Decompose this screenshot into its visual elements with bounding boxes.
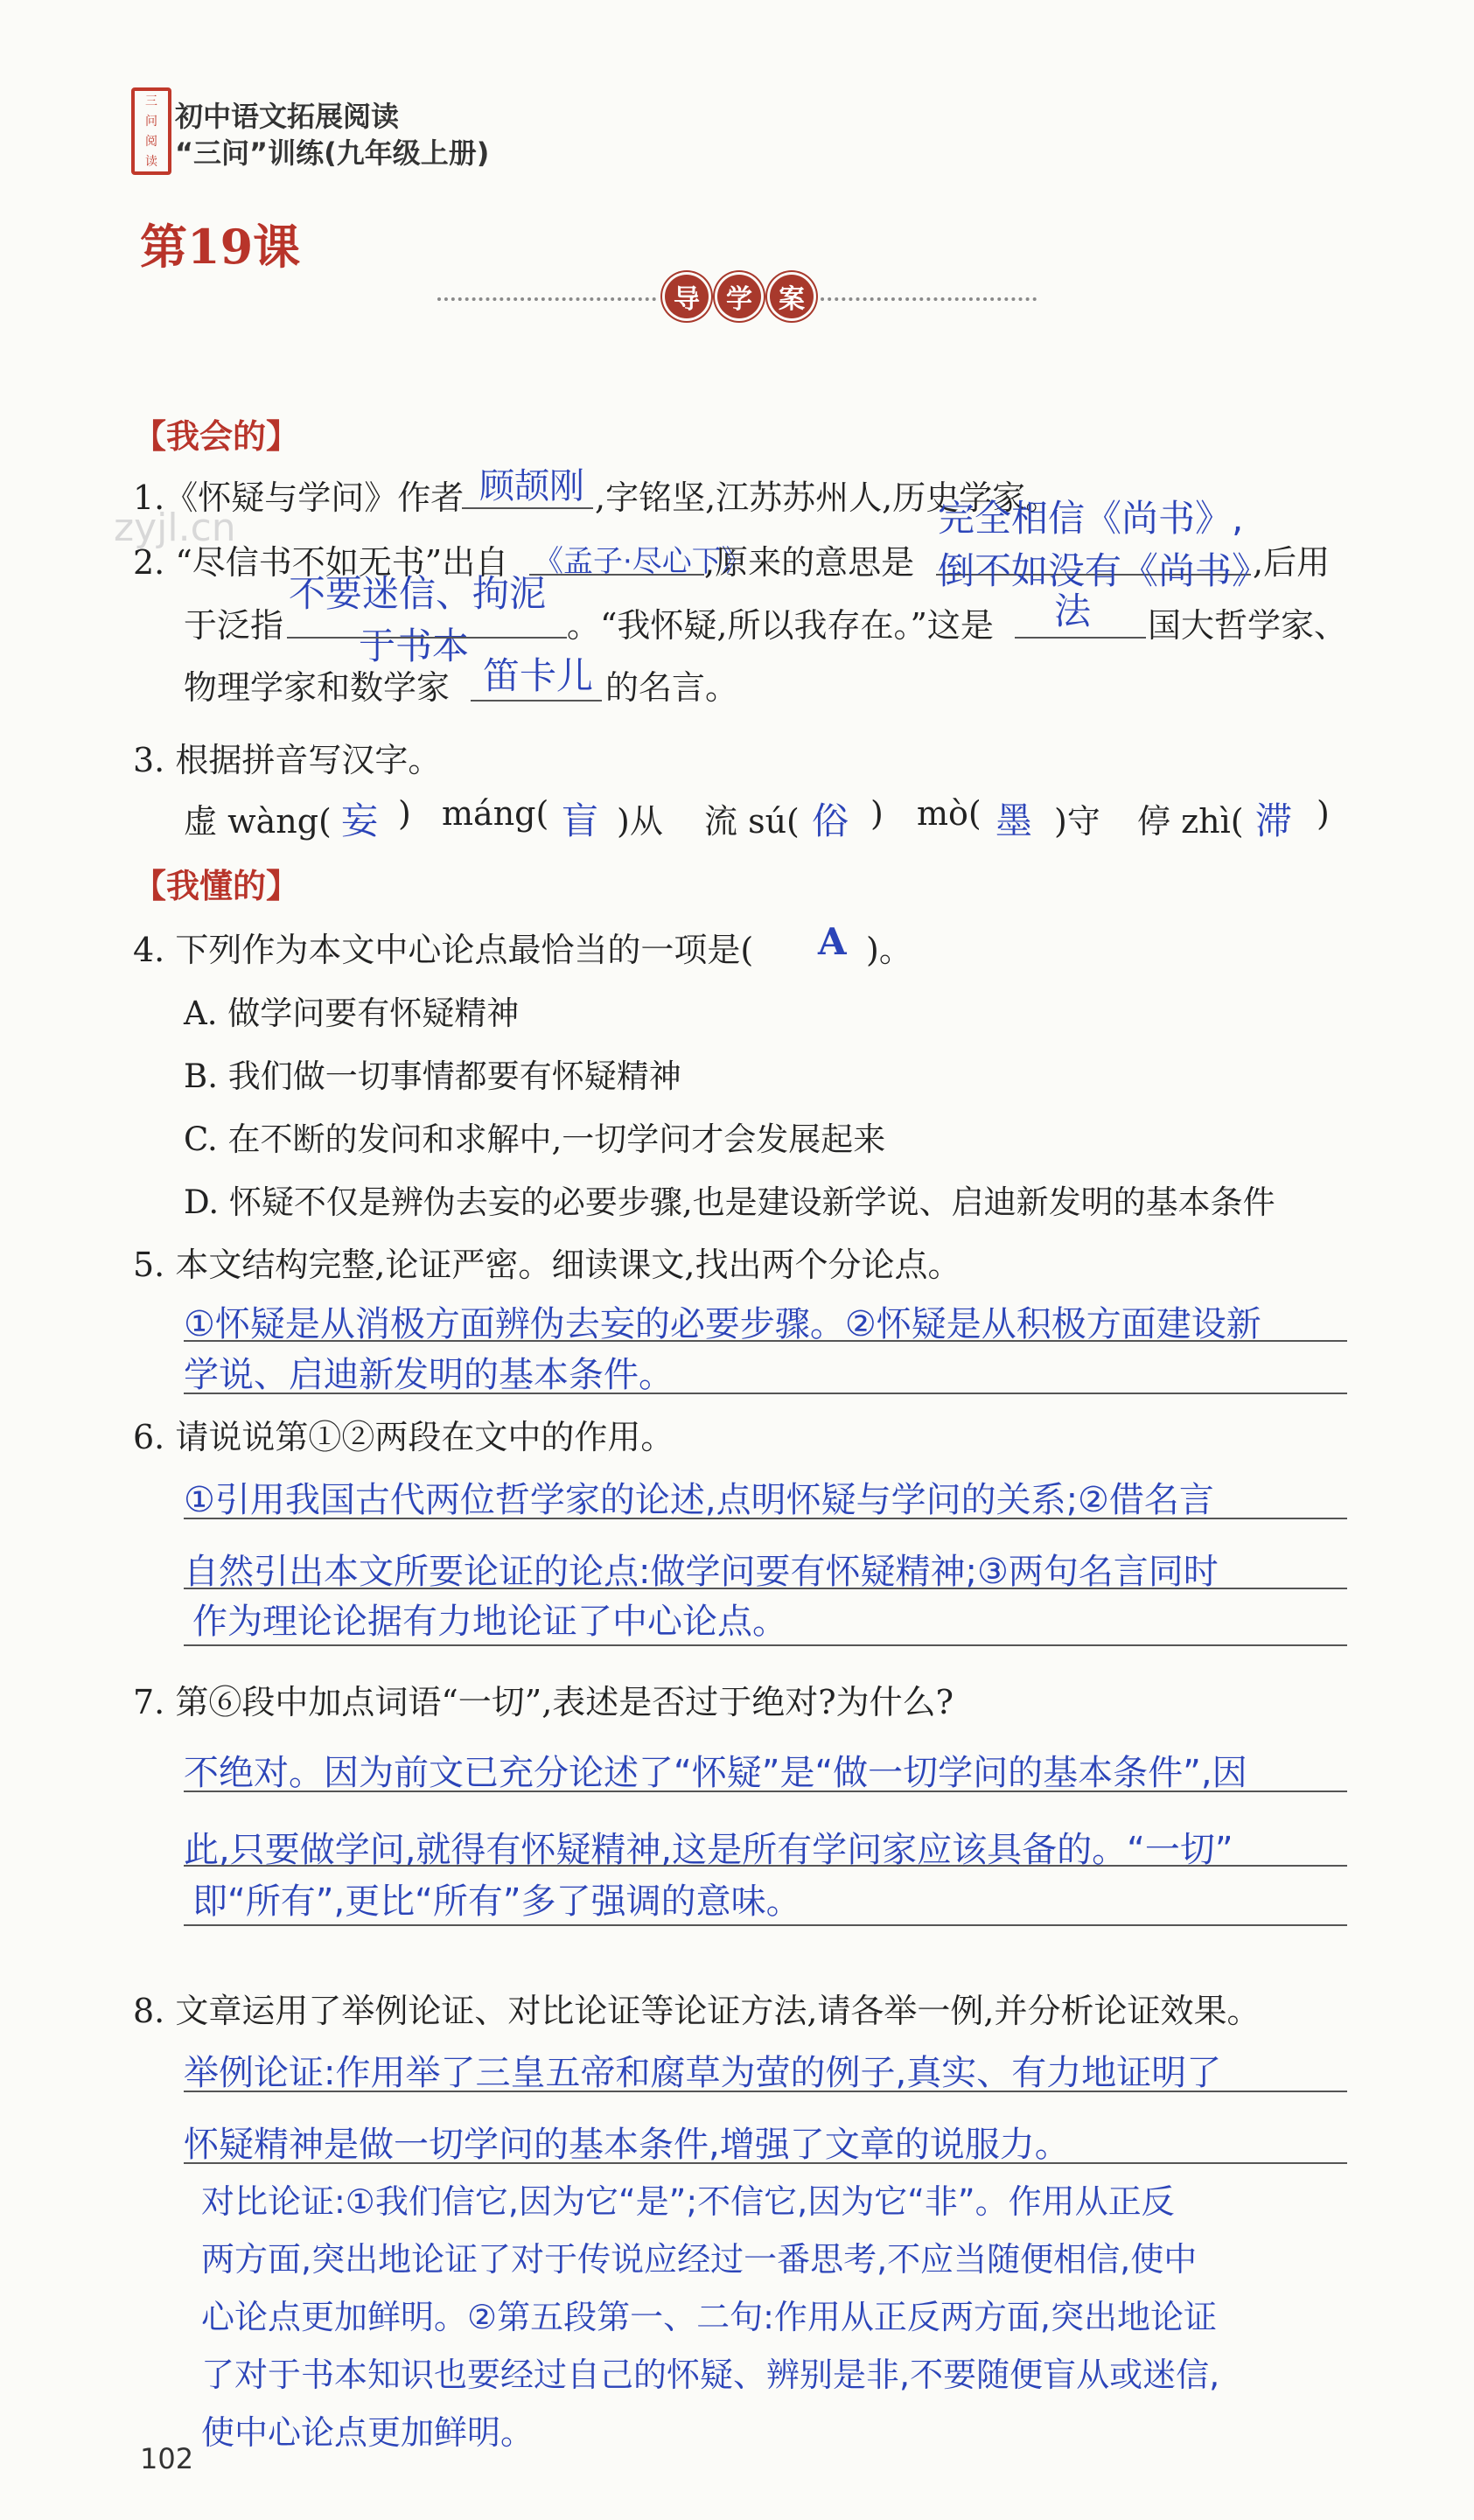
badge-an: 案 xyxy=(770,275,814,318)
q4-prompt-suffix: )。 xyxy=(866,931,912,969)
q8-answer-line-7: 使中心论点更加鲜明。 xyxy=(201,2413,534,2452)
q2-extended-answer-1: 不要迷信、拘泥 xyxy=(289,572,547,615)
q7-answer-line-3: 即“所有”,更比“所有”多了强调的意味。 xyxy=(192,1881,801,1922)
q2-person-answer: 笛卡儿 xyxy=(483,654,594,697)
q5-prompt: 5. 本文结构完整,论证严密。细读课文,找出两个分论点。 xyxy=(133,1246,961,1284)
q2-country-answer: 法 xyxy=(1054,590,1092,632)
q8-answer-line-3: 对比论证:①我们信它,因为它“是”;不信它,因为它“非”。作用从正反 xyxy=(201,2182,1175,2221)
q2-line3-suffix: 的名言。 xyxy=(605,668,739,707)
q2-line1-prefix: 2. “尽信书不如无书”出自 xyxy=(133,543,509,582)
logo-char: 问 xyxy=(145,114,157,129)
q2-source-answer: 《孟子·尽心下》 xyxy=(534,544,751,579)
watermark: zyjl.cn xyxy=(114,506,236,550)
q4-option-d: D. 怀疑不仅是辨伪去妄的必要步骤,也是建设新学说、启迪新发明的基本条件 xyxy=(184,1183,1275,1221)
q6-answer-line-3: 作为理论论据有力地论证了中心论点。 xyxy=(192,1602,787,1642)
q5-answer-rule-2 xyxy=(184,1393,1347,1394)
q2-meaning-answer-2: 倒不如没有《尚书》 xyxy=(938,549,1269,592)
divider-right xyxy=(814,297,1037,301)
q7-prompt: 7. 第⑥段中加点词语“一切”,表述是否过于绝对?为什么? xyxy=(133,1683,954,1721)
q4-answer: A xyxy=(818,920,847,963)
page-number: 102 xyxy=(140,2442,194,2475)
q3-item-4-post: )守 xyxy=(1054,802,1100,841)
q6-answer-line-2: 自然引出本文所要论证的论点:做学问要有怀疑精神;③两句名言同时 xyxy=(184,1552,1219,1592)
q4-prompt-prefix: 4. 下列作为本文中心论点最恰当的一项是( xyxy=(133,931,754,969)
q1-suffix: ,字铭坚,江苏苏州人,历史学家。 xyxy=(595,478,1059,517)
q5-answer-line-2: 学说、启迪新发明的基本条件。 xyxy=(184,1355,674,1395)
logo-char: 三 xyxy=(145,94,157,108)
q7-answer-rule-1 xyxy=(184,1791,1347,1792)
section-heading-1: 【我会的】 xyxy=(133,417,300,456)
q3-item-5-post: ) xyxy=(1317,794,1330,833)
q4-option-c: C. 在不断的发问和求解中,一切学问才会发展起来 xyxy=(184,1120,886,1158)
q3-prompt: 3. 根据拼音写汉字。 xyxy=(133,741,442,779)
badge-xue: 学 xyxy=(717,275,761,318)
q3-item-1-post: ) xyxy=(398,794,411,833)
q2-meaning-answer-1: 完全相信《尚书》, xyxy=(938,497,1244,540)
q6-answer-rule-3 xyxy=(184,1644,1347,1646)
book-title: 初中语文拓展阅读 xyxy=(175,100,400,133)
q8-answer-line-1: 举例论证:作用举了三皇五帝和腐草为萤的例子,真实、有力地证明了 xyxy=(184,2053,1222,2093)
q2-source-blank xyxy=(529,574,704,576)
q6-prompt: 6. 请说说第①②两段在文中的作用。 xyxy=(133,1418,674,1456)
q3-item-5-pre: 停 zhì( xyxy=(1137,802,1244,841)
q7-answer-line-1: 不绝对。因为前文已充分论述了“怀疑”是“做一切学问的基本条件”,因 xyxy=(184,1753,1247,1793)
q2-line1-suffix: ,后用 xyxy=(1253,543,1331,582)
q7-answer-rule-3 xyxy=(184,1924,1347,1926)
q2-line2-mid: 。“我怀疑,所以我存在。”这是 xyxy=(567,606,994,645)
q1-answer: 顾颉刚 xyxy=(479,466,584,506)
divider-left xyxy=(437,297,656,301)
q4-option-b: B. 我们做一切事情都要有怀疑精神 xyxy=(184,1058,681,1095)
q3-item-2-pre: máng( xyxy=(442,794,549,833)
logo-char: 读 xyxy=(145,154,157,169)
logo-char: 阅 xyxy=(145,134,157,149)
q2-line2-prefix: 于泛指 xyxy=(184,606,284,645)
q3-item-3-post: ) xyxy=(870,794,884,833)
q3-item-3-pre: 流 sú( xyxy=(704,802,800,841)
q3-item-1-answer: 妄 xyxy=(341,799,379,842)
q2-extended-answer-2: 于书本 xyxy=(359,625,470,667)
book-logo xyxy=(131,87,171,175)
book-subtitle: “三问”训练(九年级上册) xyxy=(175,136,490,170)
q7-answer-line-2: 此,只要做学问,就得有怀疑精神,这是所有学问家应该具备的。“一切” xyxy=(184,1830,1233,1870)
q7-answer-rule-2 xyxy=(184,1865,1347,1867)
q6-answer-rule-1 xyxy=(184,1518,1347,1519)
q3-item-3-answer: 俗 xyxy=(812,799,849,842)
q8-prompt: 8. 文章运用了举例论证、对比论证等论证方法,请各举一例,并分析论证效果。 xyxy=(133,1992,1261,2030)
q5-answer-rule-1 xyxy=(184,1340,1347,1342)
q8-answer-rule-1 xyxy=(184,2091,1347,2092)
q8-answer-line-2: 怀疑精神是做一切学问的基本条件,增强了文章的说服力。 xyxy=(184,2125,1070,2165)
q2-line2-suffix: 国大哲学家、 xyxy=(1148,606,1348,645)
q8-answer-line-6: 了对于书本知识也要经过自己的怀疑、辨别是非,不要随便盲从或迷信, xyxy=(201,2356,1220,2394)
q2-line3-prefix: 物理学家和数学家 xyxy=(184,668,451,707)
q3-item-2-post: )从 xyxy=(617,802,663,841)
q3-item-5-answer: 滞 xyxy=(1255,799,1293,842)
q8-answer-rule-2 xyxy=(184,2162,1347,2164)
q8-answer-line-5: 心论点更加鲜明。②第五段第一、二句:作用从正反两方面,突出地论证 xyxy=(201,2298,1217,2336)
q3-item-4-answer: 墨 xyxy=(995,799,1033,842)
q2-country-blank xyxy=(1015,637,1146,639)
q2-person-blank xyxy=(471,700,602,702)
q3-item-2-answer: 盲 xyxy=(562,799,599,842)
q1-prefix: 1.《怀疑与学问》作者 xyxy=(133,478,465,517)
q2-extended-blank xyxy=(287,637,567,639)
q4-option-a: A. 做学问要有怀疑精神 xyxy=(184,995,520,1032)
q2-line1-mid: ,原来的意思是 xyxy=(704,543,915,582)
q5-answer-line-1: ①怀疑是从消极方面辨伪去妄的必要步骤。②怀疑是从积极方面建设新 xyxy=(184,1304,1261,1344)
q3-item-4-pre: mò( xyxy=(917,794,982,833)
q6-answer-line-1: ①引用我国古代两位哲学家的论述,点明怀疑与学问的关系;②借名言 xyxy=(184,1480,1214,1520)
q6-answer-rule-2 xyxy=(184,1588,1347,1589)
badge-dao: 导 xyxy=(665,275,709,318)
lesson-title: 第19课 xyxy=(140,219,301,275)
section-heading-2: 【我懂的】 xyxy=(133,867,300,905)
q8-answer-line-4: 两方面,突出地论证了对于传说应经过一番思考,不应当随便相信,使中 xyxy=(201,2240,1198,2279)
q3-item-1-pre: 虚 wàng( xyxy=(184,802,332,841)
